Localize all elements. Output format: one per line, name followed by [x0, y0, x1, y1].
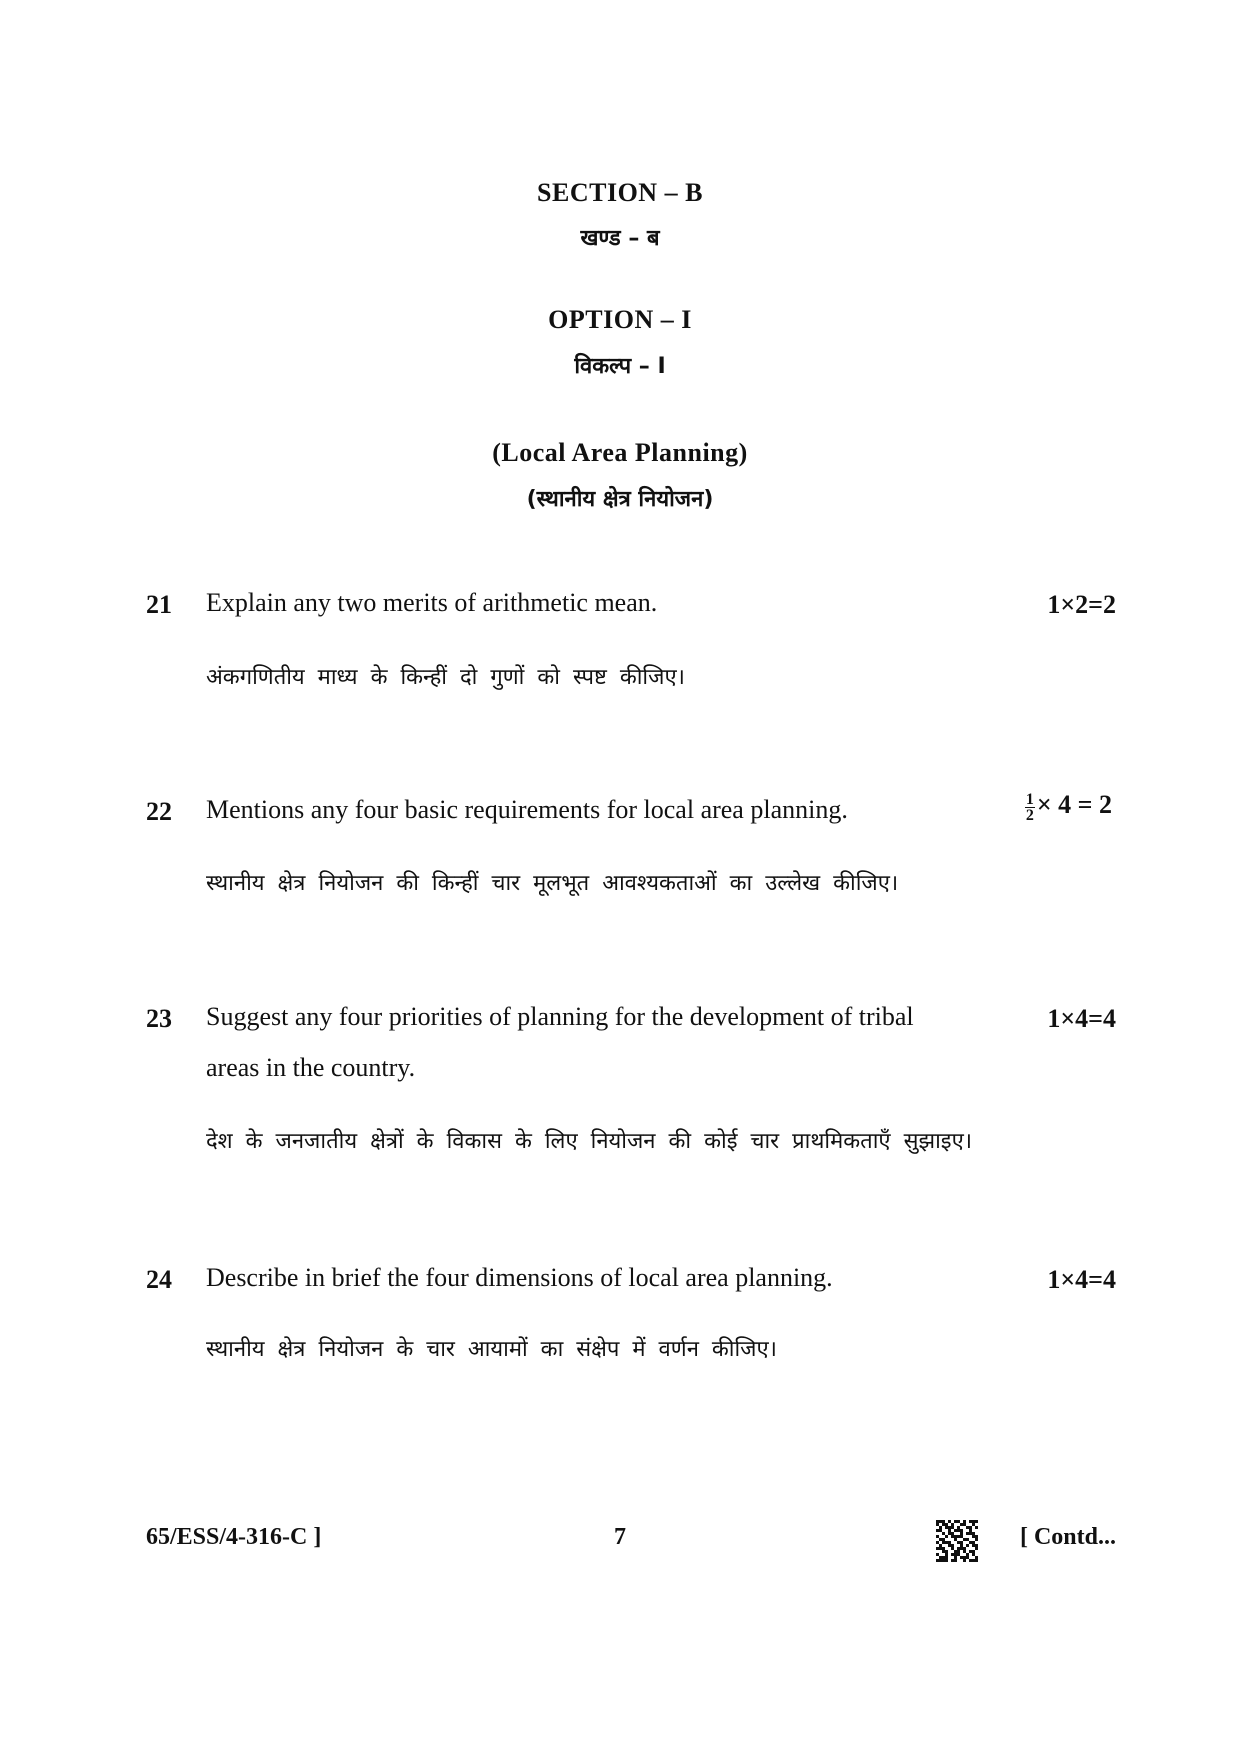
question-number: 24 [146, 1265, 172, 1294]
question-marks: 1×4=4 [1047, 1265, 1116, 1294]
paper-code: 65/ESS/4-316-C ] [146, 1524, 322, 1550]
question-text-hindi: देश के जनजातीय क्षेत्रों के विकास के लिए नियोजन की कोई चार प्राथमिकताएँ सुझाइए। [206, 1129, 973, 1154]
continued-label: [ Contd... [1019, 1524, 1116, 1550]
question-text-hindi: स्थानीय क्षेत्र नियोजन के चार आयामों का संक्षेप में वर्णन कीजिए। [206, 1337, 778, 1362]
topic-heading: (Local Area Planning) [492, 438, 748, 467]
question-text: Mentions any four basic requirements for local area planning. [206, 795, 848, 824]
question-text-hindi: अंकगणितीय माध्य के किन्हीं दो गुणों को स्पष्ट कीजिए। [206, 665, 685, 690]
option-heading: OPTION – I [548, 305, 692, 334]
question-text-line-1: Suggest any four priorities of planning for the development of tribal [206, 1002, 914, 1031]
question-number: 23 [146, 1004, 172, 1033]
question-marks: 1×4=4 [1047, 1004, 1116, 1033]
question-text: Describe in brief the four dimensions of local area planning. [206, 1263, 833, 1292]
question-text-line-2: areas in the country. [206, 1053, 416, 1082]
page-number: 7 [614, 1524, 626, 1550]
question-number: 22 [146, 797, 172, 826]
qr-code-icon [936, 1520, 978, 1562]
question-text: Explain any two merits of arithmetic mean. [206, 588, 658, 617]
question-text-hindi: स्थानीय क्षेत्र नियोजन की किन्हीं चार मूलभूत आवश्यकताओं का उल्लेख कीजिए। [206, 871, 899, 896]
question-number: 21 [146, 590, 172, 619]
section-heading: SECTION – B [537, 178, 703, 207]
option-heading-hindi: विकल्प – I [574, 354, 666, 379]
question-marks: $\frac{1}{2}$ × 4 = 2 [1025, 790, 1112, 824]
half-fraction: $\frac{1}{2}$ [1025, 790, 1034, 824]
question-marks: 1×2=2 [1047, 590, 1116, 619]
section-heading-hindi: खण्ड – ब [580, 226, 660, 251]
topic-heading-hindi: (स्थानीय क्षेत्र नियोजन) [526, 487, 714, 512]
